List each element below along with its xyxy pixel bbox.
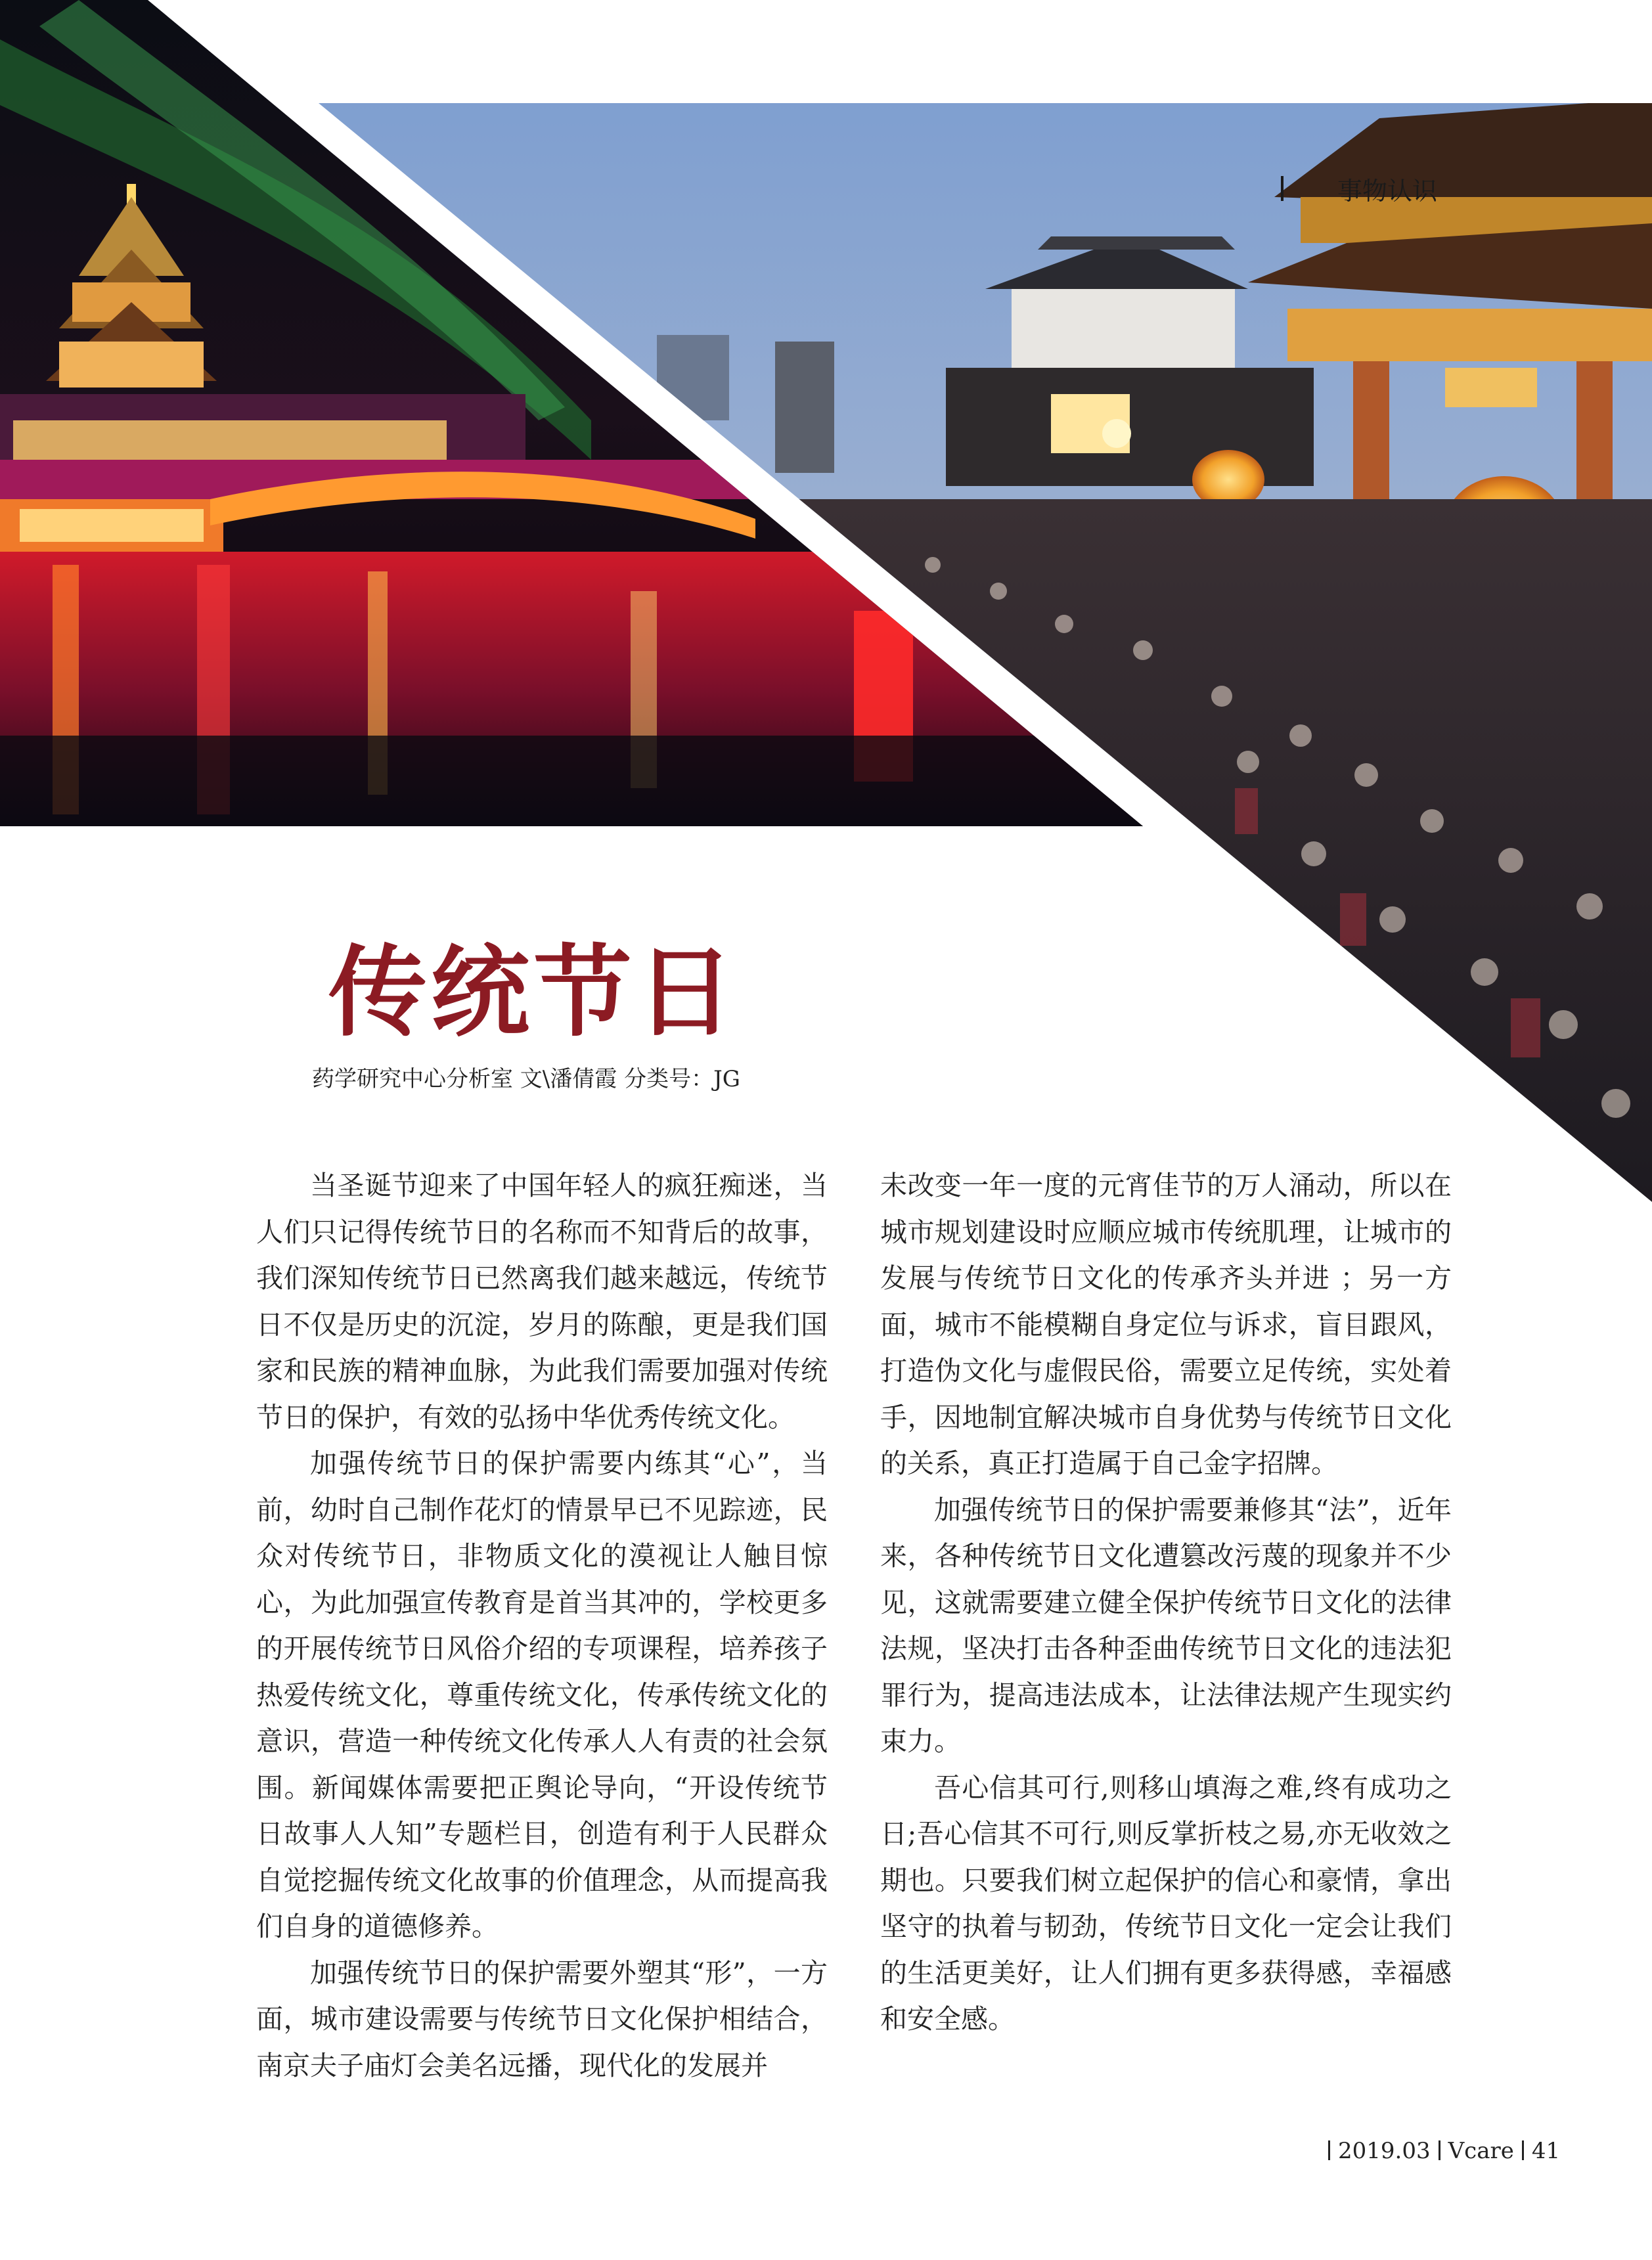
article-paragraph: 加强传统节日的保护需要兼修其“法”，近年来，各种传统节日文化遭篡改污蔑的现象并不少见，这就需要建立健全保护传统节日文化的法律法规，坚决打击各种歪曲传统节日文化的违法犯罪行为，提高违法成本，让法律法规产生现实约束力。 [880, 1494, 1452, 1757]
article-byline: 药学研究中心分析室 文\潘倩霞 分类号：JG [312, 1066, 740, 1092]
footer-separator [1328, 2140, 1330, 2160]
article-paragraph: 加强传统节日的保护需要内练其“心”，当前，幼时自己制作花灯的情景早已不见踪迹，民众对传统节日，非物质文化的漠视让人触目惊心，为此加强宣传教育是首当其冲的，学校更多的开展传统节日风俗介绍的专项课程，培养孩子热爱传统文化，尊重传统文化，传承传统文化的意识，营造一种传统文化传承人人有责的社会氛围。新闻媒体需要把正舆论导向，“开设传统节日故事人人知”专题栏目，创造有利于人民群众自觉挖掘传统文化故事的价值理念，从而提高我们自身的道德修养。 [256, 1448, 828, 1942]
section-label [1280, 171, 1437, 207]
page-footer [1320, 2138, 1560, 2164]
article-right-column [880, 1163, 1452, 2043]
footer-issue: 2019.03 [1338, 2138, 1431, 2164]
article-paragraph: 未改变一年一度的元宵佳节的万人涌动，所以在城市规划建设时应顺应城市传统肌理，让城市的发展与传统节日文化的传承齐头并进 ；另一方面，城市不能模糊自身定位与诉求，盲目跟风，打造伪文化与虚假民俗，需要立足传统，实处着手，因地制宜解决城市自身优势与传统节日文化的关系，真正打造属于自己金字招牌。 [880, 1170, 1452, 1479]
article-paragraph: 当圣诞节迎来了中国年轻人的疯狂痴迷，当人们只记得传统节日的名称而不知背后的故事，我们深知传统节日已然离我们越来越远，传统节日不仅是历史的沉淀，岁月的陈酿，更是我们国家和民族的精神血脉，为此我们需要加强对传统节日的保护，有效的弘扬中华优秀传统文化。 [256, 1170, 828, 1433]
section-label-text: 事物认识 [1337, 177, 1438, 206]
footer-separator [1522, 2140, 1524, 2160]
article-title: 传统节日 [328, 936, 739, 1050]
article-paragraph: 吾心信其可行,则移山填海之难,终有成功之日;吾心信其不可行,则反掌折枝之易,亦无收效之期也。只要我们树立起保护的信心和豪情，拿出坚守的执着与韧劲，传统节日文化一定会让我们的生活更美好，让人们拥有更多获得感，幸福感和安全感。 [880, 1771, 1452, 2035]
footer-magazine: Vcare [1448, 2138, 1514, 2164]
article-left-column [256, 1163, 828, 2089]
article-paragraph: 加强传统节日的保护需要外塑其“形”，一方面，城市建设需要与传统节日文化保护相结合，南京夫子庙灯会美名远播，现代化的发展并 [256, 1957, 828, 2081]
footer-separator [1439, 2140, 1440, 2160]
page-number: 41 [1531, 2138, 1561, 2164]
